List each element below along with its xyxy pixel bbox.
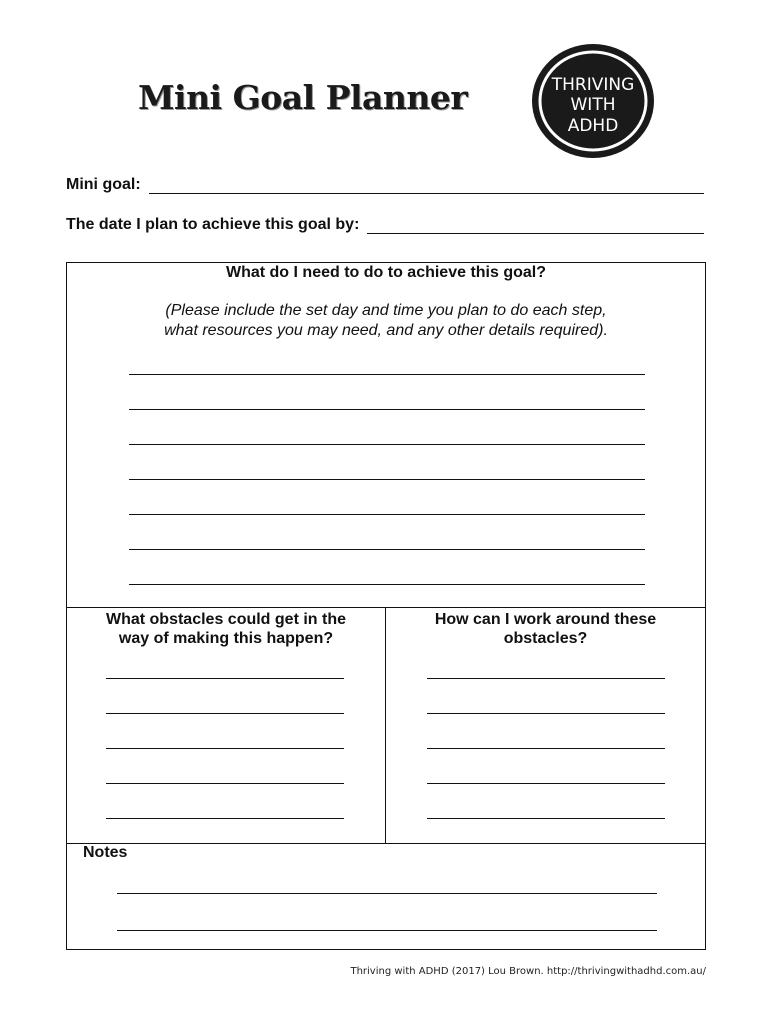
obstacles-heading-line-1: What obstacles could get in the <box>105 611 347 628</box>
obstacle-line[interactable] <box>106 713 344 714</box>
workaround-line[interactable] <box>427 818 665 819</box>
workaround-heading-line-1: How can I work around these <box>434 611 657 628</box>
action-step-line[interactable] <box>129 514 645 515</box>
logo-line-1: THRIVING <box>551 75 635 95</box>
obstacle-line[interactable] <box>106 748 344 749</box>
mini-goal-label: Mini goal: <box>66 176 141 193</box>
obstacles-section <box>67 607 386 844</box>
obstacle-line[interactable] <box>106 678 344 679</box>
notes-heading: Notes <box>83 844 128 861</box>
logo-line-2: WITH <box>570 95 616 115</box>
action-step-line[interactable] <box>129 409 645 410</box>
workaround-section <box>386 607 705 844</box>
obstacle-line[interactable] <box>106 818 344 819</box>
workaround-line[interactable] <box>427 748 665 749</box>
obstacle-line[interactable] <box>106 783 344 784</box>
planner-form <box>66 262 706 950</box>
action-step-line[interactable] <box>129 549 645 550</box>
instructions-line-1: (Please include the set day and time you plan to do each step, <box>165 302 607 319</box>
notes-section <box>67 844 705 949</box>
workaround-line[interactable] <box>427 713 665 714</box>
action-steps-heading: What do I need to do to achieve this goal? <box>225 264 546 281</box>
obstacles-heading <box>79 610 373 648</box>
thriving-with-adhd-logo <box>530 42 656 160</box>
page-title: Mini Goal Planner <box>138 78 468 117</box>
target-date-input-line[interactable] <box>367 219 704 234</box>
workaround-line[interactable] <box>427 678 665 679</box>
instructions-line-2: what resources you may need, and any other details required). <box>164 322 608 339</box>
action-step-line[interactable] <box>129 374 645 375</box>
notes-line[interactable] <box>117 930 657 931</box>
footer-credit: Thriving with ADHD (2017) Lou Brown. http://thrivingwithadhd.com.au/ <box>350 966 706 977</box>
notes-line[interactable] <box>117 893 657 894</box>
mini-goal-field[interactable] <box>66 176 704 194</box>
action-step-line[interactable] <box>129 584 645 585</box>
mini-goal-input-line[interactable] <box>149 179 704 194</box>
logo-line-3: ADHD <box>567 116 619 136</box>
obstacles-heading-line-2: way of making this happen? <box>118 630 334 647</box>
action-steps-section <box>67 263 705 608</box>
workaround-heading <box>398 610 693 648</box>
workaround-line[interactable] <box>427 783 665 784</box>
action-step-line[interactable] <box>129 444 645 445</box>
target-date-field[interactable] <box>66 216 704 234</box>
workaround-heading-line-2: obstacles? <box>503 630 588 647</box>
action-step-line[interactable] <box>129 479 645 480</box>
action-steps-instructions <box>67 301 705 341</box>
target-date-label: The date I plan to achieve this goal by: <box>66 216 360 233</box>
